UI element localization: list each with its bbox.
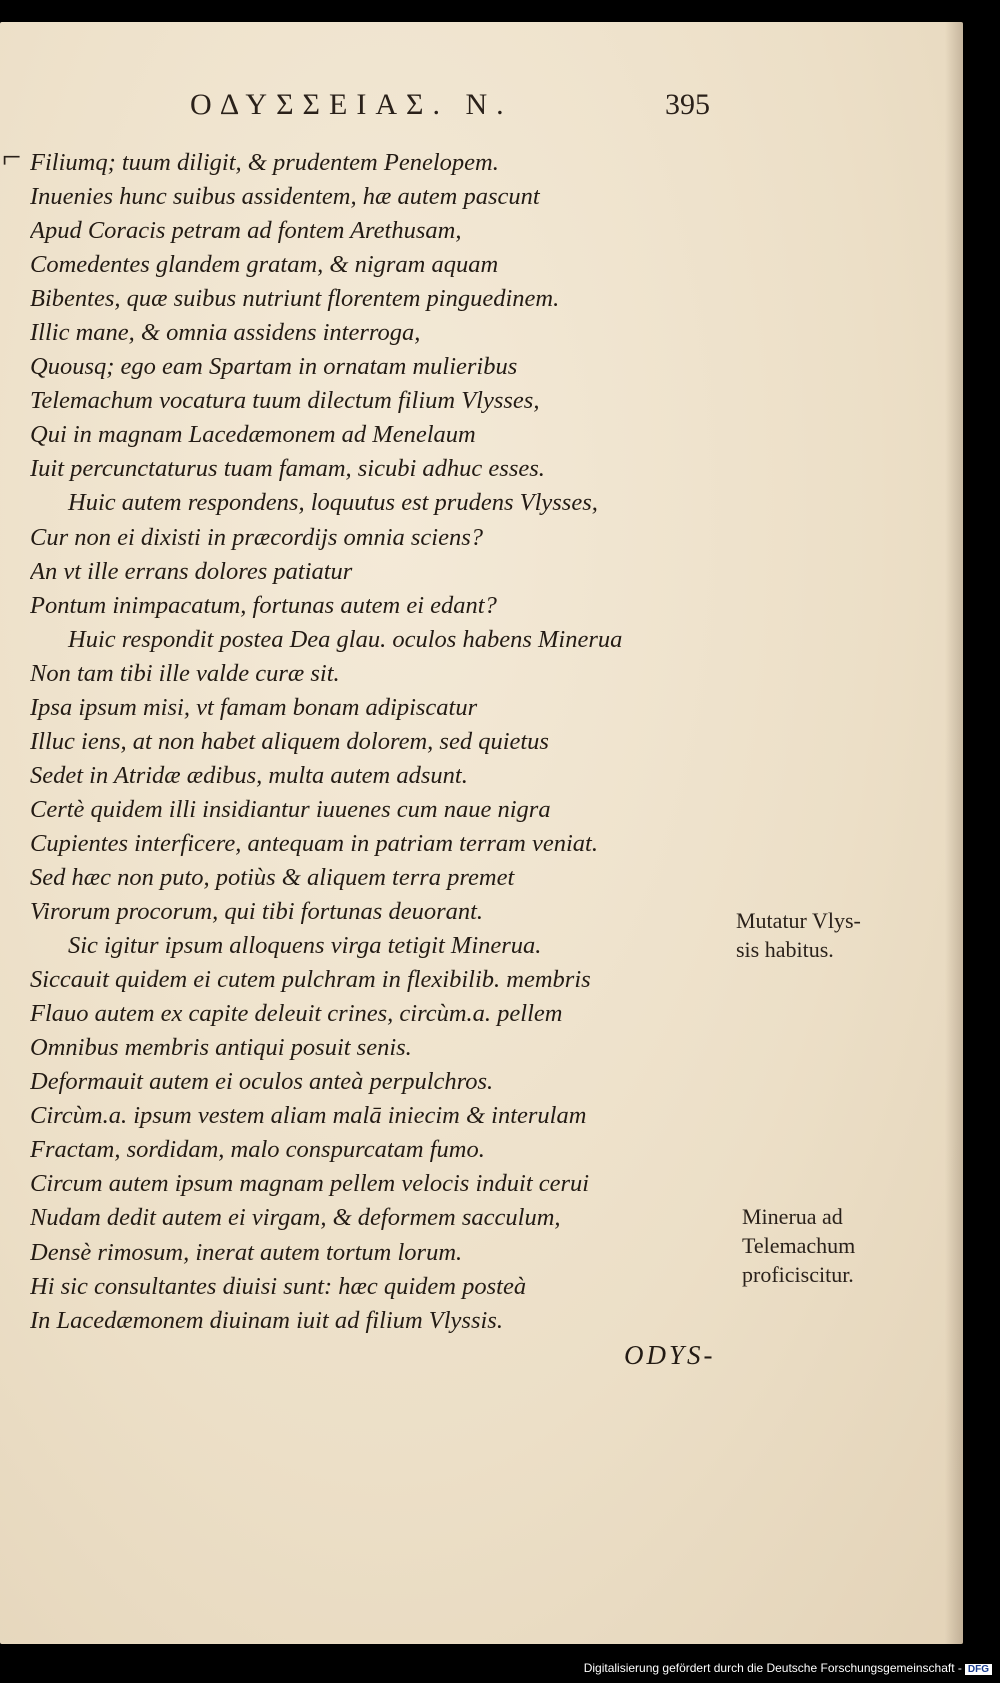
verse-line: Telemachum vocatura tuum dilectum filium Vlysses,	[30, 387, 540, 415]
catchword: ODYS-	[624, 1340, 716, 1370]
digitization-footer	[584, 1661, 992, 1675]
verse-line: Circum autem ipsum magnam pellem velocis induit cerui	[30, 1170, 590, 1198]
verse-line: Qui in magnam Lacedæmonem ad Menelaum	[30, 421, 476, 449]
verse-line: Filiumq; tuum diligit, & prudentem Penelopem.	[30, 149, 499, 176]
marginal-note-habitus	[736, 906, 861, 964]
verse-line: Sic igitur ipsum alloquens virga tetigit Minerua.	[68, 932, 542, 960]
verse-line: Siccauit quidem ei cutem pulchram in flexibilib. membris	[30, 966, 591, 994]
verse-line: Huic respondit postea Dea glau. oculos habens Minerua	[68, 625, 623, 653]
running-title: ΟΔΥΣΣΕΙΑΣ. Ν.	[190, 88, 513, 121]
verse-line: Quousq; ego eam Spartam in ornatam mulieribus	[30, 353, 518, 381]
page-edge-shadow	[945, 22, 963, 1644]
verse-line: Hi sic consultantes diuisi sunt: hæc quidem posteà	[30, 1272, 527, 1300]
verse-line: Virorum procorum, qui tibi fortunas deuorant.	[30, 898, 484, 926]
verse-line: Densè rimosum, inerat autem tortum lorum.	[30, 1238, 463, 1266]
verse-line: An vt ille errans dolores patiatur	[30, 557, 353, 585]
verse-line: Huic autem respondens, loquutus est prudens Vlysses,	[68, 489, 598, 517]
verse-line: Omnibus membris antiqui posuit senis.	[30, 1034, 412, 1062]
verse-line: Cupientes interficere, antequam in patriam terram veniat.	[30, 829, 598, 857]
bracket-mark: ⌐	[2, 139, 22, 176]
verse-line: Certè quidem illi insidiantur iuuenes cum naue nigra	[30, 795, 551, 823]
marginal-note-line: proficiscitur.	[742, 1262, 854, 1287]
verse-line: Apud Coracis petram ad fontem Arethusam,	[30, 217, 462, 245]
verse-line: Ipsa ipsum misi, vt famam bonam adipiscatur	[30, 693, 478, 721]
verse-line: Fractam, sordidam, malo conspurcatam fumo.	[30, 1136, 485, 1164]
verse-line: Inuenies hunc suibus assidentem, hæ autem pascunt	[30, 183, 540, 211]
marginal-note-minerua	[742, 1202, 855, 1289]
verse-line: Sed hæc non puto, potiùs & aliquem terra premet	[30, 863, 515, 891]
verse-line: Nudam dedit autem ei virgam, & deformem sacculum,	[30, 1204, 561, 1232]
verse-text	[30, 146, 750, 1338]
verse-line: Deformauit autem ei oculos anteà perpulchros.	[30, 1068, 494, 1096]
verse-line: Cur non ei dixisti in præcordijs omnia sciens?	[30, 523, 484, 551]
dfg-logo: DFG	[965, 1664, 992, 1675]
page-number: 395	[665, 88, 710, 121]
verse-line: Circùm.a. ipsum vestem aliam malā inieciт & interulam	[30, 1102, 587, 1130]
verse-line: Flauo autem ex capite deleuit crines, circùm.a. pellem	[30, 1000, 563, 1028]
verse-line: Bibentes, quæ suibus nutriunt florentem pinguedinem.	[30, 285, 560, 313]
verse-line: Comedentes glandem gratam, & nigram aquam	[30, 251, 499, 279]
marginal-note-line: sis habitus.	[736, 937, 834, 962]
verse-line: Illuc iens, at non habet aliquem dolorem, sed quietus	[30, 727, 549, 755]
book-page	[0, 22, 963, 1644]
verse-line: In Lacedæmonem diuinam iuit ad filium Vlyssis.	[30, 1306, 503, 1334]
marginal-note-line: Minerua ad	[742, 1204, 843, 1229]
verse-line: Iuit percunctaturus tuam famam, sicubi adhuc esses.	[30, 455, 545, 483]
footer-text: Digitalisierung gefördert durch die Deutsche Forschungsgemeinschaft -	[583, 1661, 962, 1675]
verse-line: Sedet in Atridæ ædibus, multa autem adsunt.	[30, 761, 468, 789]
verse-line: Illic mane, & omnia assidens interroga,	[30, 319, 421, 347]
marginal-note-line: Mutatur Vlys-	[736, 908, 861, 933]
verse-line: Pontum inimpacatum, fortunas autem ei edant?	[30, 591, 497, 619]
marginal-note-line: Telemachum	[742, 1233, 856, 1258]
verse-line: Non tam tibi ille valde curæ sit.	[30, 659, 340, 687]
